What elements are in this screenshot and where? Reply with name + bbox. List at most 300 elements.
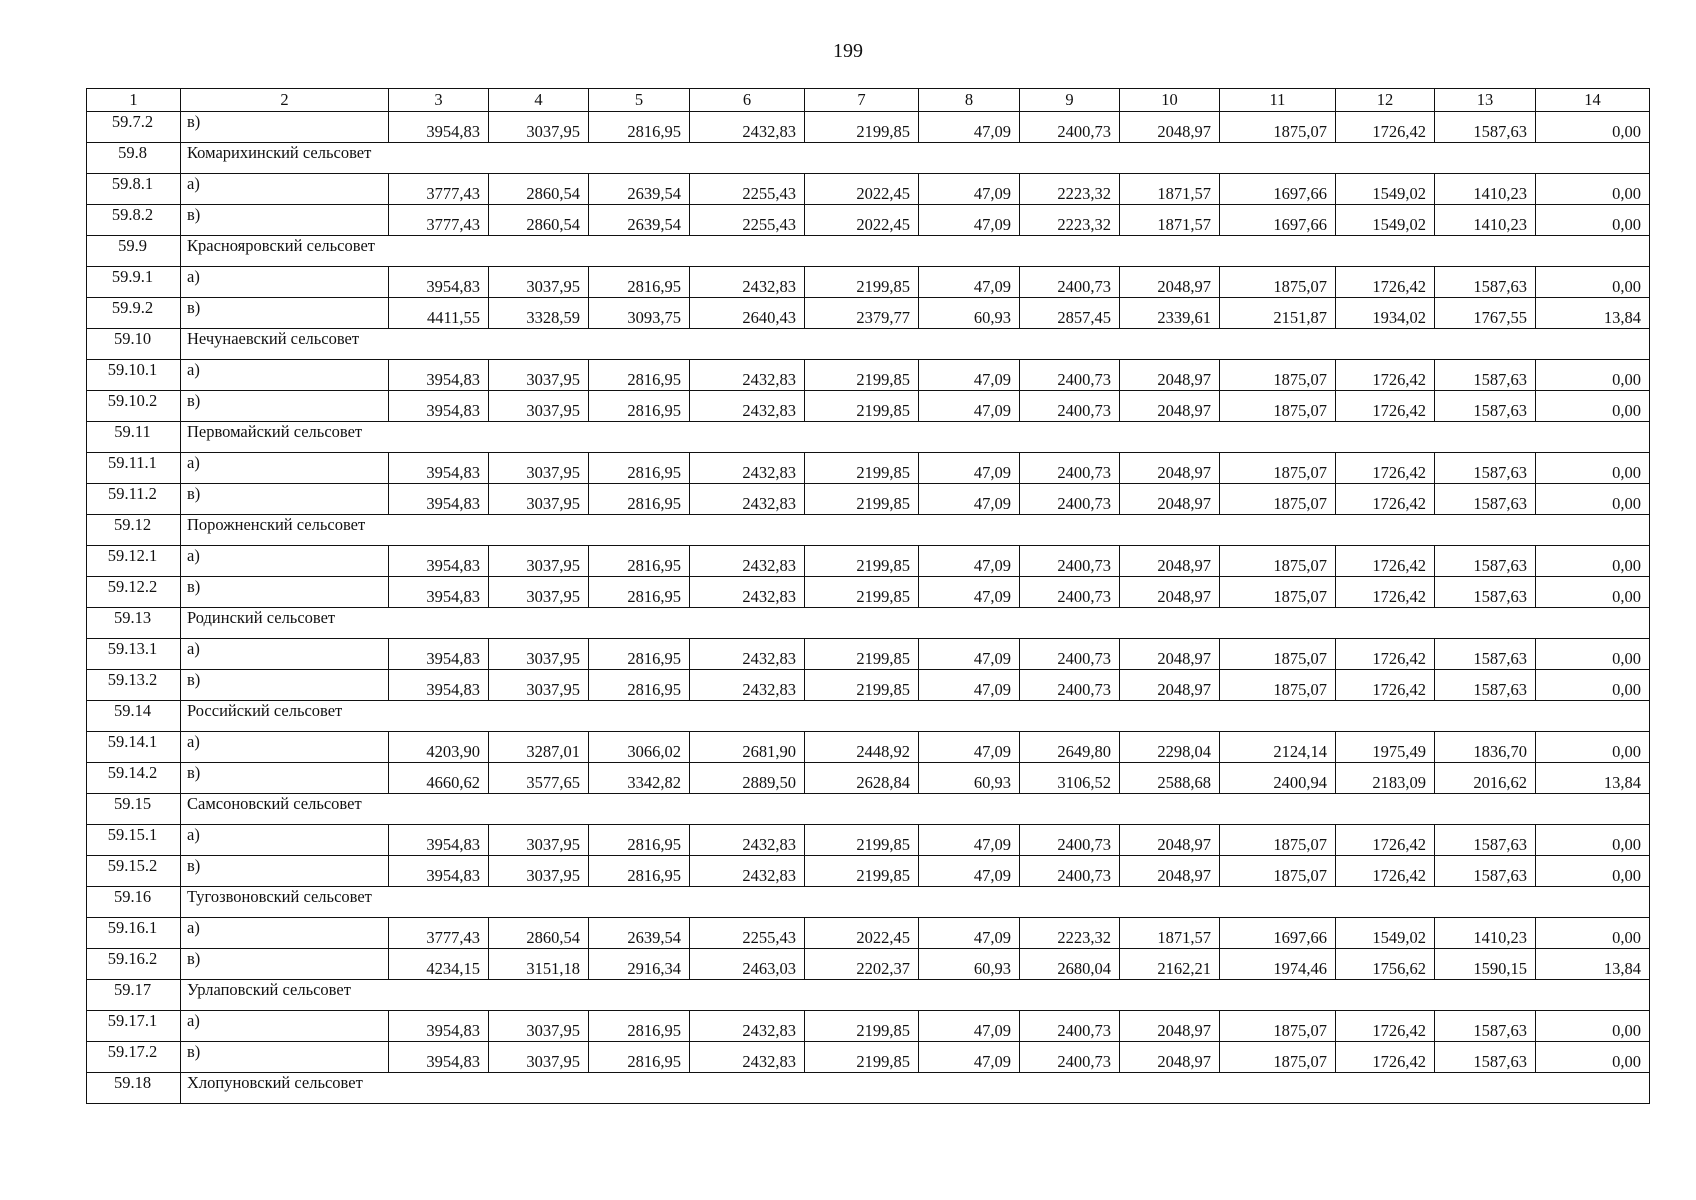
table-cell-value: 2048,97 [1120,360,1220,391]
table-cell-value: 0,00 [1536,670,1650,701]
settlement-group-row [87,236,1650,267]
table-cell-value: 3954,83 [389,1011,489,1042]
table-cell-value: 2432,83 [690,825,805,856]
table-cell-value: 2379,77 [805,298,919,329]
table-cell-value: 1726,42 [1336,670,1435,701]
table-cell-value: 47,09 [919,825,1020,856]
column-number-header: 13 [1435,89,1536,112]
row-code: 59.15 [87,794,181,825]
table-cell-value: 4411,55 [389,298,489,329]
table-cell-value: 47,09 [919,484,1020,515]
settlement-name: Краснояровский сельсовет [181,236,1650,267]
table-row [87,267,1650,298]
table-cell-value: 2199,85 [805,825,919,856]
table-cell-value: 1875,07 [1220,453,1336,484]
row-code: 59.11.2 [87,484,181,515]
table-cell-value: 0,00 [1536,577,1650,608]
table-cell-value: 2432,83 [690,484,805,515]
table-cell-value: 47,09 [919,174,1020,205]
table-cell-value: 2048,97 [1120,1011,1220,1042]
table-cell-value: 2860,54 [489,918,589,949]
table-cell-value: 2400,73 [1020,1011,1120,1042]
table-cell-value: 2400,73 [1020,1042,1120,1073]
row-subitem-label: в) [181,391,389,422]
settlement-group-row [87,422,1650,453]
table-cell-value: 1587,63 [1435,856,1536,887]
table-cell-value: 1875,07 [1220,484,1336,515]
table-cell-value: 0,00 [1536,205,1650,236]
row-code: 59.8.2 [87,205,181,236]
table-cell-value: 2255,43 [690,918,805,949]
row-code: 59.12.2 [87,577,181,608]
table-cell-value: 3342,82 [589,763,690,794]
table-cell-value: 2639,54 [589,205,690,236]
row-subitem-label: в) [181,670,389,701]
table-cell-value: 3954,83 [389,267,489,298]
table-cell-value: 0,00 [1536,1042,1650,1073]
table-cell-value: 3954,83 [389,391,489,422]
table-cell-value: 1875,07 [1220,825,1336,856]
settlement-group-row [87,887,1650,918]
column-number-header: 12 [1336,89,1435,112]
table-cell-value: 2048,97 [1120,577,1220,608]
table-cell-value: 3954,83 [389,484,489,515]
settlement-group-row [87,701,1650,732]
row-subitem-label: в) [181,577,389,608]
column-number-header: 6 [690,89,805,112]
row-code: 59.11 [87,422,181,453]
table-cell-value: 1549,02 [1336,205,1435,236]
row-code: 59.9 [87,236,181,267]
row-code: 59.12.1 [87,546,181,577]
table-cell-value: 2816,95 [589,856,690,887]
table-cell-value: 2199,85 [805,670,919,701]
table-cell-value: 2048,97 [1120,639,1220,670]
table-cell-value: 3037,95 [489,484,589,515]
row-subitem-label: а) [181,174,389,205]
table-row [87,112,1650,143]
table-cell-value: 3577,65 [489,763,589,794]
table-cell-value: 1875,07 [1220,639,1336,670]
row-subitem-label: а) [181,360,389,391]
table-cell-value: 3037,95 [489,112,589,143]
table-cell-value: 2199,85 [805,391,919,422]
row-code: 59.9.2 [87,298,181,329]
settlement-name: Тугозвоновский сельсовет [181,887,1650,918]
row-subitem-label: в) [181,1042,389,1073]
table-cell-value: 3777,43 [389,205,489,236]
table-cell-value: 4234,15 [389,949,489,980]
settlement-name: Нечунаевский сельсовет [181,329,1650,360]
table-cell-value: 3954,83 [389,577,489,608]
table-cell-value: 1549,02 [1336,174,1435,205]
settlement-group-row [87,515,1650,546]
row-code: 59.8 [87,143,181,174]
table-row [87,546,1650,577]
table-row [87,453,1650,484]
table-cell-value: 2162,21 [1120,949,1220,980]
table-cell-value: 1697,66 [1220,174,1336,205]
table-cell-value: 3287,01 [489,732,589,763]
table-cell-value: 0,00 [1536,174,1650,205]
row-code: 59.15.1 [87,825,181,856]
table-cell-value: 3954,83 [389,1042,489,1073]
table-cell-value: 2202,37 [805,949,919,980]
table-cell-value: 2816,95 [589,484,690,515]
settlement-name: Родинский сельсовет [181,608,1650,639]
settlement-name: Урлаповский сельсовет [181,980,1650,1011]
table-cell-value: 1875,07 [1220,112,1336,143]
table-cell-value: 1871,57 [1120,205,1220,236]
table-cell-value: 2432,83 [690,670,805,701]
table-cell-value: 2639,54 [589,174,690,205]
table-cell-value: 47,09 [919,1011,1020,1042]
column-number-header: 2 [181,89,389,112]
table-cell-value: 1697,66 [1220,205,1336,236]
table-cell-value: 2400,73 [1020,267,1120,298]
settlement-name: Порожненский сельсовет [181,515,1650,546]
row-code: 59.10.2 [87,391,181,422]
row-code: 59.14.2 [87,763,181,794]
table-cell-value: 2048,97 [1120,1042,1220,1073]
table-row [87,205,1650,236]
table-cell-value: 2432,83 [690,546,805,577]
tariff-table [86,88,1650,1104]
table-cell-value: 1587,63 [1435,670,1536,701]
table-cell-value: 1587,63 [1435,484,1536,515]
table-cell-value: 3954,83 [389,360,489,391]
table-cell-value: 0,00 [1536,546,1650,577]
table-cell-value: 3106,52 [1020,763,1120,794]
table-cell-value: 2432,83 [690,391,805,422]
table-cell-value: 1587,63 [1435,267,1536,298]
settlement-group-row [87,980,1650,1011]
table-row [87,856,1650,887]
table-cell-value: 2432,83 [690,453,805,484]
table-cell-value: 2432,83 [690,1011,805,1042]
table-cell-value: 2255,43 [690,205,805,236]
settlement-group-row [87,1073,1650,1104]
table-cell-value: 1875,07 [1220,391,1336,422]
table-cell-value: 1875,07 [1220,670,1336,701]
table-cell-value: 47,09 [919,670,1020,701]
table-cell-value: 1974,46 [1220,949,1336,980]
table-cell-value: 3037,95 [489,825,589,856]
table-cell-value: 2816,95 [589,546,690,577]
table-cell-value: 1875,07 [1220,1042,1336,1073]
table-row [87,763,1650,794]
table-cell-value: 2640,43 [690,298,805,329]
row-subitem-label: в) [181,949,389,980]
table-cell-value: 2432,83 [690,856,805,887]
table-cell-value: 2400,73 [1020,825,1120,856]
settlement-group-row [87,143,1650,174]
table-cell-value: 3954,83 [389,112,489,143]
table-cell-value: 47,09 [919,546,1020,577]
table-cell-value: 2432,83 [690,112,805,143]
table-cell-value: 47,09 [919,1042,1020,1073]
table-cell-value: 2400,73 [1020,670,1120,701]
table-cell-value: 2298,04 [1120,732,1220,763]
table-cell-value: 2400,73 [1020,391,1120,422]
table-cell-value: 2199,85 [805,577,919,608]
table-row [87,484,1650,515]
table-cell-value: 1875,07 [1220,360,1336,391]
table-cell-value: 60,93 [919,298,1020,329]
table-cell-value: 3777,43 [389,174,489,205]
table-cell-value: 1726,42 [1336,484,1435,515]
column-number-header: 1 [87,89,181,112]
row-code: 59.13.2 [87,670,181,701]
table-cell-value: 2432,83 [690,267,805,298]
table-row [87,732,1650,763]
table-cell-value: 2857,45 [1020,298,1120,329]
table-cell-value: 2151,87 [1220,298,1336,329]
table-cell-value: 2628,84 [805,763,919,794]
column-number-header: 10 [1120,89,1220,112]
table-row [87,949,1650,980]
table-cell-value: 2400,73 [1020,112,1120,143]
table-cell-value: 2816,95 [589,670,690,701]
table-cell-value: 2816,95 [589,577,690,608]
row-subitem-label: в) [181,856,389,887]
row-code: 59.16.2 [87,949,181,980]
table-cell-value: 3037,95 [489,856,589,887]
table-cell-value: 2816,95 [589,360,690,391]
row-subitem-label: в) [181,484,389,515]
table-cell-value: 0,00 [1536,856,1650,887]
table-cell-value: 2400,73 [1020,484,1120,515]
table-cell-value: 2339,61 [1120,298,1220,329]
table-cell-value: 1549,02 [1336,918,1435,949]
settlement-name: Комарихинский сельсовет [181,143,1650,174]
column-number-header: 11 [1220,89,1336,112]
table-cell-value: 3151,18 [489,949,589,980]
table-cell-value: 3066,02 [589,732,690,763]
table-cell-value: 47,09 [919,918,1020,949]
table-cell-value: 2860,54 [489,174,589,205]
table-cell-value: 3954,83 [389,639,489,670]
table-cell-value: 1875,07 [1220,546,1336,577]
table-cell-value: 2124,14 [1220,732,1336,763]
table-cell-value: 1875,07 [1220,1011,1336,1042]
table-cell-value: 1875,07 [1220,856,1336,887]
table-cell-value: 2048,97 [1120,856,1220,887]
table-row [87,825,1650,856]
table-cell-value: 60,93 [919,949,1020,980]
table-cell-value: 2816,95 [589,267,690,298]
page-number: 199 [833,40,863,62]
table-cell-value: 1587,63 [1435,639,1536,670]
table-cell-value: 47,09 [919,112,1020,143]
table-cell-value: 1726,42 [1336,391,1435,422]
table-cell-value: 2649,80 [1020,732,1120,763]
row-code: 59.10.1 [87,360,181,391]
table-cell-value: 1726,42 [1336,1042,1435,1073]
table-cell-value: 47,09 [919,267,1020,298]
row-subitem-label: а) [181,639,389,670]
table-cell-value: 2889,50 [690,763,805,794]
table-cell-value: 3328,59 [489,298,589,329]
table-cell-value: 2816,95 [589,453,690,484]
table-cell-value: 2048,97 [1120,546,1220,577]
table-cell-value: 2400,73 [1020,639,1120,670]
table-cell-value: 47,09 [919,391,1020,422]
table-cell-value: 2432,83 [690,639,805,670]
table-cell-value: 1587,63 [1435,391,1536,422]
table-cell-value: 2432,83 [690,360,805,391]
table-body [87,89,1650,1104]
row-subitem-label: в) [181,112,389,143]
table-cell-value: 47,09 [919,205,1020,236]
table-cell-value: 2400,73 [1020,360,1120,391]
table-cell-value: 1587,63 [1435,1011,1536,1042]
table-cell-value: 47,09 [919,453,1020,484]
column-number-header: 9 [1020,89,1120,112]
table-cell-value: 0,00 [1536,391,1650,422]
table-row [87,298,1650,329]
table-cell-value: 47,09 [919,639,1020,670]
table-cell-value: 2463,03 [690,949,805,980]
table-cell-value: 2432,83 [690,577,805,608]
row-subitem-label: в) [181,205,389,236]
table-cell-value: 2183,09 [1336,763,1435,794]
row-subitem-label: а) [181,1011,389,1042]
row-subitem-label: а) [181,267,389,298]
table-cell-value: 2816,95 [589,825,690,856]
table-cell-value: 2816,95 [589,112,690,143]
table-cell-value: 2048,97 [1120,670,1220,701]
table-cell-value: 1975,49 [1336,732,1435,763]
table-cell-value: 2448,92 [805,732,919,763]
table-cell-value: 2639,54 [589,918,690,949]
table-cell-value: 2223,32 [1020,174,1120,205]
table-row [87,360,1650,391]
row-code: 59.12 [87,515,181,546]
table-cell-value: 1726,42 [1336,546,1435,577]
table-cell-value: 2199,85 [805,639,919,670]
table-cell-value: 1875,07 [1220,577,1336,608]
table-cell-value: 2199,85 [805,267,919,298]
table-cell-value: 2400,94 [1220,763,1336,794]
table-cell-value: 3037,95 [489,546,589,577]
table-cell-value: 2048,97 [1120,391,1220,422]
column-number-header: 14 [1536,89,1650,112]
table-cell-value: 1590,15 [1435,949,1536,980]
column-number-row [87,89,1650,112]
table-cell-value: 1871,57 [1120,174,1220,205]
table-cell-value: 1875,07 [1220,267,1336,298]
table-cell-value: 2199,85 [805,453,919,484]
table-cell-value: 2916,34 [589,949,690,980]
row-subitem-label: а) [181,732,389,763]
table-cell-value: 0,00 [1536,1011,1650,1042]
row-code: 59.11.1 [87,453,181,484]
table-cell-value: 0,00 [1536,360,1650,391]
row-subitem-label: в) [181,298,389,329]
table-cell-value: 3954,83 [389,546,489,577]
table-cell-value: 2048,97 [1120,453,1220,484]
table-cell-value: 2223,32 [1020,205,1120,236]
table-cell-value: 1410,23 [1435,174,1536,205]
table-cell-value: 4660,62 [389,763,489,794]
table-cell-value: 1726,42 [1336,453,1435,484]
table-cell-value: 1587,63 [1435,546,1536,577]
table-row [87,1042,1650,1073]
table-cell-value: 1767,55 [1435,298,1536,329]
table-cell-value: 1726,42 [1336,577,1435,608]
table-cell-value: 2048,97 [1120,484,1220,515]
table-cell-value: 2048,97 [1120,112,1220,143]
table-cell-value: 3037,95 [489,391,589,422]
table-cell-value: 1587,63 [1435,577,1536,608]
table-cell-value: 2048,97 [1120,825,1220,856]
column-number-header: 3 [389,89,489,112]
row-code: 59.14.1 [87,732,181,763]
table-cell-value: 2223,32 [1020,918,1120,949]
table-cell-value: 1726,42 [1336,856,1435,887]
table-cell-value: 2199,85 [805,1011,919,1042]
table-cell-value: 2432,83 [690,1042,805,1073]
table-cell-value: 2199,85 [805,1042,919,1073]
row-code: 59.17.2 [87,1042,181,1073]
table-cell-value: 1836,70 [1435,732,1536,763]
table-cell-value: 0,00 [1536,484,1650,515]
row-code: 59.9.1 [87,267,181,298]
table-cell-value: 0,00 [1536,112,1650,143]
row-subitem-label: в) [181,763,389,794]
table-cell-value: 1726,42 [1336,639,1435,670]
settlement-group-row [87,329,1650,360]
table-cell-value: 1587,63 [1435,1042,1536,1073]
table-cell-value: 2816,95 [589,1011,690,1042]
row-subitem-label: а) [181,453,389,484]
table-row [87,174,1650,205]
table-cell-value: 3093,75 [589,298,690,329]
column-number-header: 5 [589,89,690,112]
table-cell-value: 47,09 [919,577,1020,608]
table-cell-value: 3037,95 [489,360,589,391]
table-cell-value: 2816,95 [589,1042,690,1073]
table-cell-value: 2681,90 [690,732,805,763]
table-cell-value: 2016,62 [1435,763,1536,794]
table-row [87,918,1650,949]
settlement-name: Первомайский сельсовет [181,422,1650,453]
table-row [87,391,1650,422]
table-cell-value: 3777,43 [389,918,489,949]
table-row [87,670,1650,701]
row-code: 59.14 [87,701,181,732]
table-cell-value: 1410,23 [1435,205,1536,236]
table-cell-value: 3954,83 [389,670,489,701]
table-cell-value: 2400,73 [1020,453,1120,484]
table-cell-value: 2816,95 [589,639,690,670]
row-code: 59.18 [87,1073,181,1104]
table-cell-value: 2588,68 [1120,763,1220,794]
table-cell-value: 1410,23 [1435,918,1536,949]
column-number-header: 8 [919,89,1020,112]
table-cell-value: 1726,42 [1336,1011,1435,1042]
table-cell-value: 2199,85 [805,112,919,143]
table-cell-value: 2860,54 [489,205,589,236]
table-cell-value: 0,00 [1536,918,1650,949]
table-cell-value: 2199,85 [805,484,919,515]
table-cell-value: 3954,83 [389,453,489,484]
settlement-group-row [87,794,1650,825]
table-cell-value: 2022,45 [805,918,919,949]
table-cell-value: 47,09 [919,732,1020,763]
table-row [87,577,1650,608]
